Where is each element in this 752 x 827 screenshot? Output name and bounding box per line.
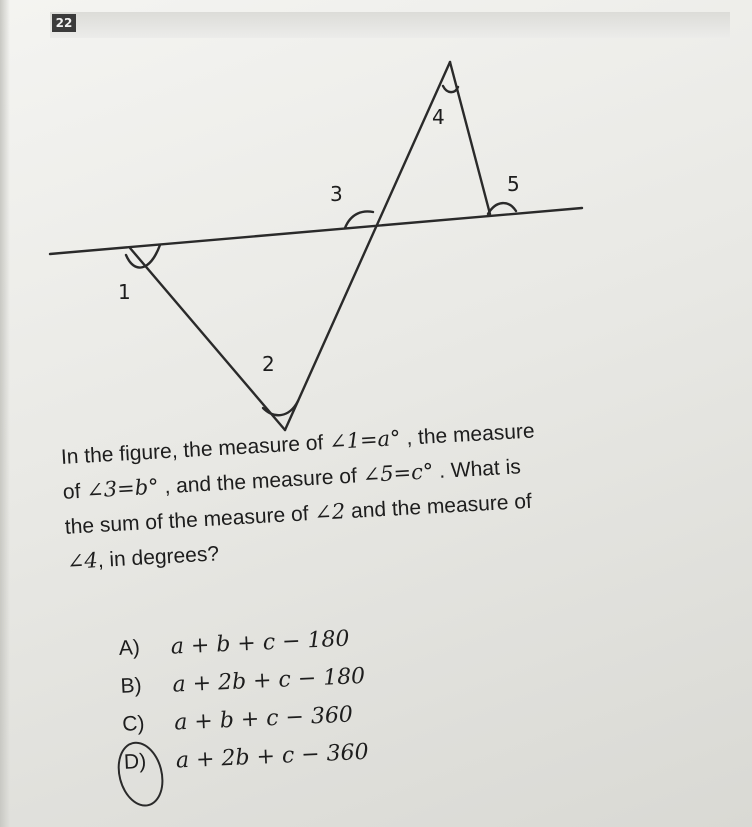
angle-5-label: 5 (507, 172, 520, 196)
selected-answer-circle (111, 737, 170, 812)
question-text-part: , and the measure of (163, 464, 358, 499)
choice-expression: a + b + c − 180 (170, 626, 350, 660)
question-number: 22 (52, 14, 76, 32)
angle-1-label: 1 (118, 280, 131, 304)
choice-expression: a + 2b + c − 360 (175, 739, 370, 773)
question-text-part: , the measure (405, 419, 536, 450)
angle-3-label: 3 (330, 182, 343, 206)
angle-3-expression: ∠3=b° (85, 474, 160, 503)
question-text-part: . What is (438, 455, 522, 483)
lower-right-side (285, 62, 450, 430)
angle-4-expression: ∠4 (66, 548, 99, 574)
angle-5-expression: ∠5=c° (361, 459, 434, 488)
upper-right-side (450, 62, 490, 214)
question-text-part: In the figure, the measure of (60, 431, 324, 469)
question-text-part: the sum of the measure of (64, 502, 310, 539)
choice-expression: a + b + c − 360 (173, 701, 354, 736)
choice-letter: C) (121, 711, 145, 736)
angle-2-expression: ∠2 (313, 499, 346, 525)
question-text-part: and the measure of (350, 489, 533, 523)
choice-letter: D) (123, 749, 147, 774)
angle-2-label: 2 (262, 352, 275, 376)
lower-left-side (130, 248, 285, 430)
choice-letter: B) (120, 674, 143, 698)
angle-1-expression: ∠1=a° (328, 426, 402, 454)
choice-letter: A) (118, 636, 141, 660)
angle-4-label: 4 (432, 105, 445, 129)
question-text-part: , in degrees? (97, 542, 220, 573)
answer-choices (118, 612, 524, 782)
question-text-part: of (62, 479, 82, 504)
choice-expression: a + 2b + c − 180 (171, 663, 366, 698)
angle-5-arc (488, 203, 516, 214)
